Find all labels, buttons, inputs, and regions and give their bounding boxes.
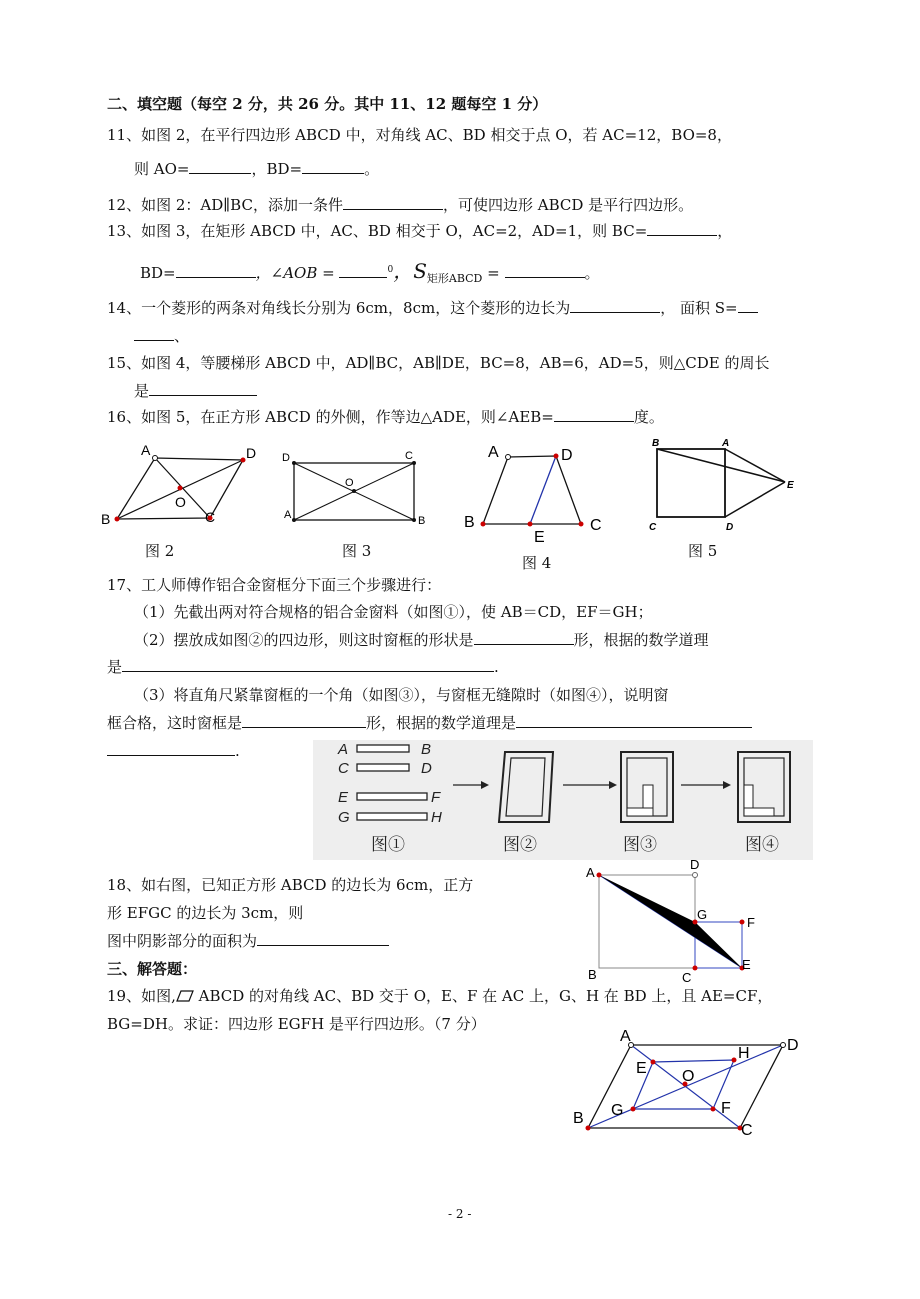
fig18-label-b: B — [588, 967, 597, 982]
q14-mid: ， 面积 S= — [660, 299, 738, 317]
fig2-label-c: C — [205, 509, 216, 525]
question-19-line2: BG=DH。求证：四边形 EGFH 是平行四边形。（7 分） — [107, 1015, 486, 1033]
q17-step3-text-c: 形，根据的数学道理是 — [366, 714, 517, 732]
fig19-label-b: B — [573, 1110, 584, 1127]
q17-reason2-blank-a[interactable] — [516, 713, 752, 728]
q13-angle-blank[interactable] — [339, 263, 387, 278]
fig4-label-c: C — [590, 517, 602, 534]
q17-step2-text-a: （2）摆放成如图②的四边形，则这时窗框的形状是 — [134, 631, 474, 649]
question-15-line2 — [134, 381, 257, 401]
fig5-label-e: E — [787, 480, 794, 491]
figure-19-parallelogram — [568, 1025, 808, 1140]
figure-window-frame-steps — [313, 740, 813, 860]
fig4-label-d: D — [561, 447, 573, 464]
q13-eq: = — [482, 264, 500, 282]
q15-blank[interactable] — [149, 381, 257, 396]
q11-ao-label: 则 AO= — [134, 160, 190, 178]
q13-degree: 0 — [387, 265, 394, 275]
q14-area-blank-a[interactable] — [738, 298, 758, 313]
figure-5-square-triangle — [640, 432, 805, 538]
question-17-step3-line2 — [107, 713, 752, 733]
q17-step2-end: . — [494, 658, 499, 676]
q12-text-a: 12、如图 2：AD∥BC，添加一条件 — [107, 196, 343, 214]
q13-area-blank[interactable] — [505, 263, 585, 278]
question-11-line2 — [134, 159, 379, 179]
fig4-label-e: E — [534, 529, 545, 545]
fig3-label-c: C — [405, 450, 413, 462]
fig5-label-b: B — [652, 438, 660, 449]
q17-reason2-blank-b[interactable] — [107, 741, 235, 756]
q16-text-a: 16、如图 5，在正方形 ABCD 的外侧，作等边△ADE，则∠AEB= — [107, 408, 554, 426]
question-18-line3 — [107, 931, 389, 951]
fig1-label-h: H — [431, 809, 442, 826]
fig18-label-f: F — [747, 915, 755, 930]
q17-step3-text-b: 框合格，这时窗框是 — [107, 714, 243, 732]
question-18-line2: 形 EFGC 的边长为 3cm，则 — [107, 904, 304, 922]
fig4-label-b: B — [464, 514, 475, 531]
section-2-title: 二、填空题（每空 2 分，共 26 分。其中 11、12 题每空 1 分） — [107, 95, 548, 113]
q11-end: 。 — [364, 160, 380, 178]
q12-text-b: ，可使四边形 ABCD 是平行四边形。 — [442, 196, 694, 214]
question-17-step3: （3）将直角尺紧靠窗框的一个角（如图③），与窗框无缝隙时（如图④），说明窗 — [134, 686, 669, 704]
q13-bc-blank[interactable] — [647, 221, 717, 236]
q19-text-a: 19、如图, — [107, 987, 176, 1005]
figure-4-trapezoid — [458, 440, 618, 545]
fig1-label-g: G — [338, 809, 350, 826]
question-14-line1 — [107, 298, 758, 318]
fig4-label-a: A — [488, 444, 499, 461]
fig18-label-d: D — [690, 857, 700, 872]
q14-end: 、 — [174, 327, 190, 345]
q16-text-b: 度。 — [633, 408, 664, 426]
fig19-label-h: H — [738, 1045, 750, 1062]
fig5-label-a: A — [722, 438, 730, 449]
fig5-label-c: C — [649, 522, 657, 533]
q11-ao-blank[interactable] — [189, 159, 251, 174]
question-17-line1: 17、工人师傅作铝合金窗框分下面三个步骤进行： — [107, 576, 442, 594]
question-11-line1: 11、如图 2，在平行四边形 ABCD 中，对角线 AC、BD 相交于点 O，若 AC=12，BO=8， — [107, 126, 732, 144]
figure-18-squares — [582, 855, 762, 985]
fig2-label-b: B — [101, 511, 111, 527]
fig1-label-a: A — [338, 741, 349, 758]
q17-reason-blank[interactable] — [122, 657, 494, 672]
question-14-line2 — [134, 326, 189, 346]
fig1-label-c: C — [338, 760, 349, 777]
question-15-line1: 15、如图 4，等腰梯形 ABCD 中，AD∥BC，AB∥DE，BC=8，AB=6，AD=5，则△CDE 的周长 — [107, 354, 770, 372]
fig2-label-a: A — [141, 442, 151, 458]
fig19-label-o: O — [682, 1068, 695, 1085]
section-3-title: 三、解答题： — [107, 960, 198, 978]
parallelogram-symbol-icon — [176, 987, 194, 1007]
fig19-label-c: C — [741, 1122, 753, 1139]
question-13-line2 — [140, 260, 600, 289]
question-17-step2 — [134, 630, 709, 650]
q16-blank[interactable] — [554, 407, 634, 422]
img-caption-2: 图② — [503, 835, 537, 854]
fig1-label-b: B — [421, 741, 432, 758]
fig3-label-a: A — [284, 509, 292, 521]
img-caption-3: 图③ — [623, 835, 657, 854]
q13-text: 13、如图 3，在矩形 ABCD 中，AC、BD 相交于 O，AC=2，AD=1，则 BC= — [107, 222, 648, 240]
q13-angle-label: ，∠AOB = — [255, 264, 335, 282]
question-16 — [107, 407, 664, 427]
question-13-line1 — [107, 221, 732, 241]
fig18-label-a: A — [586, 865, 595, 880]
q13-s-sub: 矩形ABCD — [426, 272, 483, 285]
q15-text: 是 — [134, 382, 150, 400]
img-caption-1: 图① — [371, 835, 405, 854]
figure-2-parallelogram — [95, 440, 265, 535]
q13-bd-blank[interactable] — [176, 263, 256, 278]
q18-text: 图中阴影部分的面积为 — [107, 932, 258, 950]
fig3-label-b: B — [418, 515, 426, 527]
q17-step2-text-b: 形，根据的数学道理 — [573, 631, 709, 649]
question-17-step1: （1）先截出两对符合规格的铝合金窗料（如图①），使 AB＝CD，EF＝GH； — [134, 603, 653, 621]
q11-bd-blank[interactable] — [302, 159, 364, 174]
q17-step3-end: . — [235, 742, 240, 760]
fig18-label-g: G — [697, 907, 708, 922]
img-caption-4: 图④ — [745, 835, 779, 854]
question-17-step2-reason — [107, 657, 499, 677]
fig18-label-e: E — [742, 957, 751, 972]
q14-text: 14、一个菱形的两条对角线长分别为 6cm，8cm，这个菱形的边长为 — [107, 299, 571, 317]
question-12 — [107, 195, 693, 215]
question-18-line1: 18、如右图，已知正方形 ABCD 的边长为 6cm，正方 — [107, 876, 474, 894]
q14-area-blank-b[interactable] — [134, 326, 174, 341]
q17-step2-text-c: 是 — [107, 658, 123, 676]
fig19-label-d: D — [787, 1037, 799, 1054]
q13-s-label: ，S — [393, 259, 427, 283]
fig1-label-d: D — [421, 760, 432, 777]
fig1-label-f: F — [431, 789, 441, 806]
fig19-label-e: E — [636, 1060, 647, 1077]
caption-figure-3: 图 3 — [342, 542, 372, 560]
q17-shape-blank[interactable] — [474, 630, 574, 645]
question-19-line1 — [107, 986, 772, 1007]
q13-end: 。 — [584, 264, 600, 282]
fig19-label-f: F — [721, 1100, 731, 1117]
fig1-label-e: E — [338, 789, 349, 806]
fig2-label-d: D — [246, 445, 257, 461]
fig19-label-g: G — [611, 1102, 624, 1119]
caption-figure-4: 图 4 — [522, 554, 552, 572]
fig19-label-a: A — [620, 1028, 631, 1045]
q14-side-blank[interactable] — [570, 298, 660, 313]
caption-figure-5: 图 5 — [688, 542, 718, 560]
figure-3-rectangle — [280, 448, 435, 533]
fig18-label-c: C — [682, 970, 692, 985]
q18-area-blank[interactable] — [257, 931, 389, 946]
fig3-label-d: D — [282, 452, 290, 464]
q19-text-b: ABCD 的对角线 AC、BD 交于 O，E、F 在 AC 上，G、H 在 BD 上，且 AE=CF， — [193, 987, 773, 1005]
q12-blank[interactable] — [343, 195, 443, 210]
caption-figure-2: 图 2 — [145, 542, 175, 560]
page-number: - 2 - — [448, 1207, 472, 1221]
q17-shape2-blank[interactable] — [242, 713, 366, 728]
fig3-label-o: O — [345, 477, 354, 489]
q13-bd-label: BD= — [140, 264, 176, 282]
q13-end1: ， — [717, 222, 733, 240]
fig2-label-o: O — [175, 494, 186, 510]
question-17-step3-line3 — [107, 741, 240, 761]
q11-bd-label: ，BD= — [251, 160, 303, 178]
fig5-label-d: D — [726, 522, 734, 533]
